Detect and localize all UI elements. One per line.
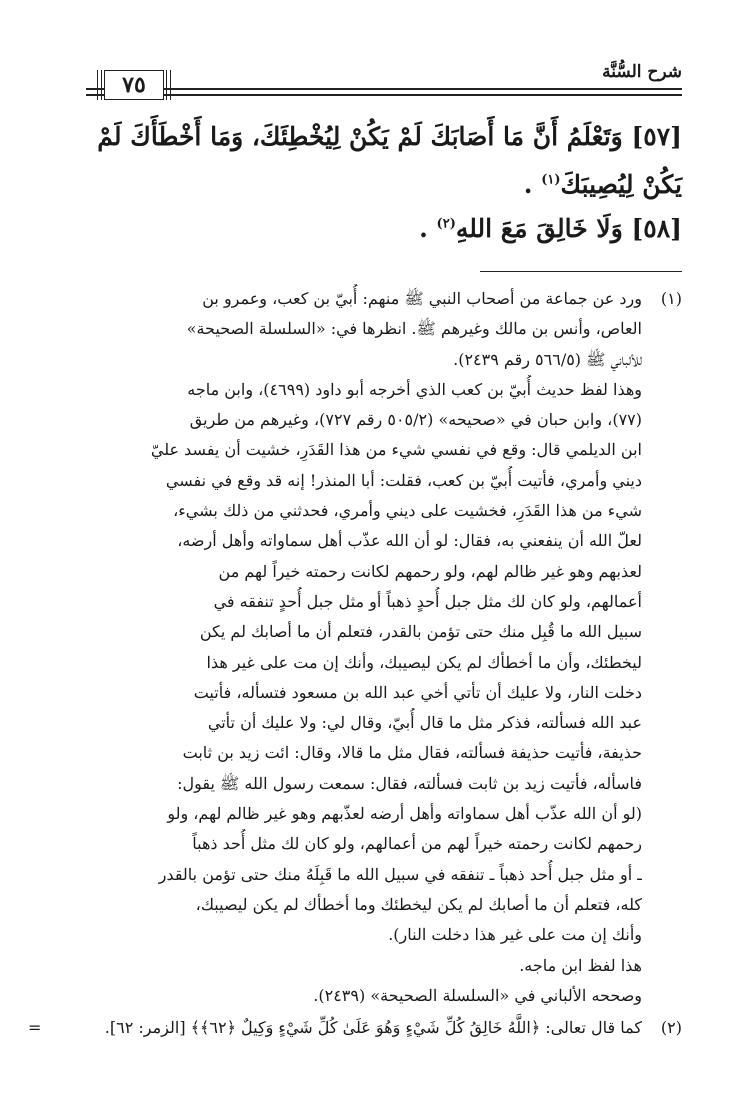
footnote-line: للألباني ﷺ (٥٦٦/٥ رقم ٢٤٣٩).: [453, 349, 642, 369]
paragraph-58: [٥٨] وَلَا خَالِقَ مَعَ اللهِ$^{(٢)}$ .: [419, 214, 682, 243]
footnote-line: عبد الله فسألته، فذكر مثل ما قال أُبيّ، وقال لي: ولا عليك أن تأتي: [207, 713, 642, 733]
paragraph-57-line: يَكُنْ لِيُصِيبَكَ$^{(١)}$ .: [523, 170, 682, 199]
footnote-ref[interactable]: (١): [541, 172, 561, 188]
header-rule: [86, 88, 682, 90]
page-header: [86, 62, 682, 100]
footnote-line: لعلّ الله أن ينفعني به، فقال: لو أن الله عذّب أهل سماواته وأهل أرضه،: [177, 531, 642, 551]
footnote-line: كله، فتعلم أن ما أصابك لم يكن ليخطئك وما أخطأك لم يكن ليصيبك،: [195, 894, 642, 914]
footnote-line: هذا لفظ ابن ماجه.: [519, 955, 642, 975]
footnote-line: العاص، وأنس بن مالك وغيرهم ﷺ. انظرها في: «السلسلة الصحيحة»: [186, 319, 642, 339]
footnote-line: وأنك إن مت على غير هذا دخلت النار).: [388, 925, 642, 945]
footnote-line: حذيفة، فأتيت حذيفة فسألته، فقال مثل ما قالا، وقال: ائت زيد بن ثابت: [182, 743, 642, 763]
footnote-line: وهذا لفظ حديث أُبيّ بن كعب الذي أخرجه أبو داود (٤٦٩٩)، وابن ماجه: [187, 379, 642, 399]
footnote-line: فاسأله، فأتيت زيد بن ثابت فسألته، فقال: سمعت رسول الله ﷺ يقول:: [177, 773, 642, 793]
footnote-line: لعذبهم وهو غير ظالم لهم، ولو رحمهم لكانت رحمته خيراً لهم من: [218, 561, 642, 581]
running-title: شرح السُّنَّة: [594, 62, 682, 82]
page-number: ٧٥: [122, 72, 146, 98]
footnote-line: سبيل الله ما قُبِل منك حتى تؤمن بالقدر، فتعلم أن ما أصابك لم يكن: [199, 622, 642, 642]
footnote-1: [40, 284, 682, 1011]
footnote-line: (لو أن الله عذّب أهل سماواته وأهل أرضه لعذّبهم وهو غير ظالم لهم، ولو: [167, 804, 642, 824]
paragraph-58-text: [٥٨] وَلَا خَالِقَ مَعَ اللهِ: [455, 214, 682, 243]
footnote-line: رحمهم لكانت رحمته خيراً لهم من أعمالهم، ولو كان لك مثل أُحد ذهباً: [192, 834, 642, 854]
paragraph-57-line: [٥٧] وَتَعْلَمُ أَنَّ مَا أَصَابَكَ لَمْ يَكُنْ لِيُخْطِئَكَ، وَمَا أَخْطَأَكَ لَمْ: [97, 122, 682, 151]
footnote-line: (٧٧)، وابن حبان في «صحيحه» (٥٠٥/٢ رقم ٧٢٧)، وغيرهم من طريق: [189, 410, 642, 430]
header-rule: [86, 94, 682, 96]
continuation-mark: =: [28, 1018, 42, 1038]
footnotes: [28, 284, 682, 1043]
footnote-line: ديني وأمري، فأتيت أُبيّ بن كعب، فقلت: أبا المنذر! إنه قد وقع في نفسي: [165, 470, 642, 490]
footnote-marker: (١): [660, 289, 682, 308]
footnote-line: دخلت النار، ولا عليك أن تأتي أخي عبد الله بن مسعود فتسأله، فأتيت: [193, 682, 642, 702]
footnote-line: أعمالهم، ولو كان لك مثل جبل أُحدٍ ذهباً أو مثل جبل أُحدٍ تنفقه في: [213, 591, 642, 611]
footnote-line: ابن الديلمي قال: وقع في نفسي شيء من هذا القَدَرِ، خشيت أن يفسد عليّ: [150, 440, 642, 460]
footnote-2: [28, 1013, 682, 1043]
footnote-separator: [480, 271, 682, 272]
footnote-line: ليخطئك، وأن ما أخطأك لم يكن ليصيبك، وأنك إن مت على غير هذا: [206, 652, 642, 672]
footnote-ref[interactable]: (٢): [436, 216, 456, 232]
footnote-marker: (٢): [660, 1018, 682, 1038]
footnote-line: وصححه الألباني في «السلسلة الصحيحة» (٢٤٣٩).: [313, 985, 642, 1005]
footnote-line: ـ أو مثل جبل أُحد ذهباً ـ تنفقه في سبيل الله ما قَبِلَهُ منك حتى تؤمن بالقدر: [158, 864, 642, 884]
paragraph-57: [72, 113, 682, 209]
footnote-line: ورد عن جماعة من أصحاب النبي ﷺ منهم: أُبيّ بن كعب، وعمرو بن: [202, 289, 642, 308]
footnote-line: شيء من هذا القَدَرِ، فخشيت على ديني وأمري، فحدثني من ذلك بشيء،: [173, 501, 642, 521]
footnote-line: كما قال تعالى: ﴿اللَّهُ خَالِقُ كُلِّ شَيْءٍ وَهُوَ عَلَىٰ كُلِّ شَيْءٍ وَكِيلٌ ﴿٦٢﴾﴾ [الزمر: ٦٢].: [104, 1018, 642, 1038]
page-number-box: [104, 70, 164, 100]
